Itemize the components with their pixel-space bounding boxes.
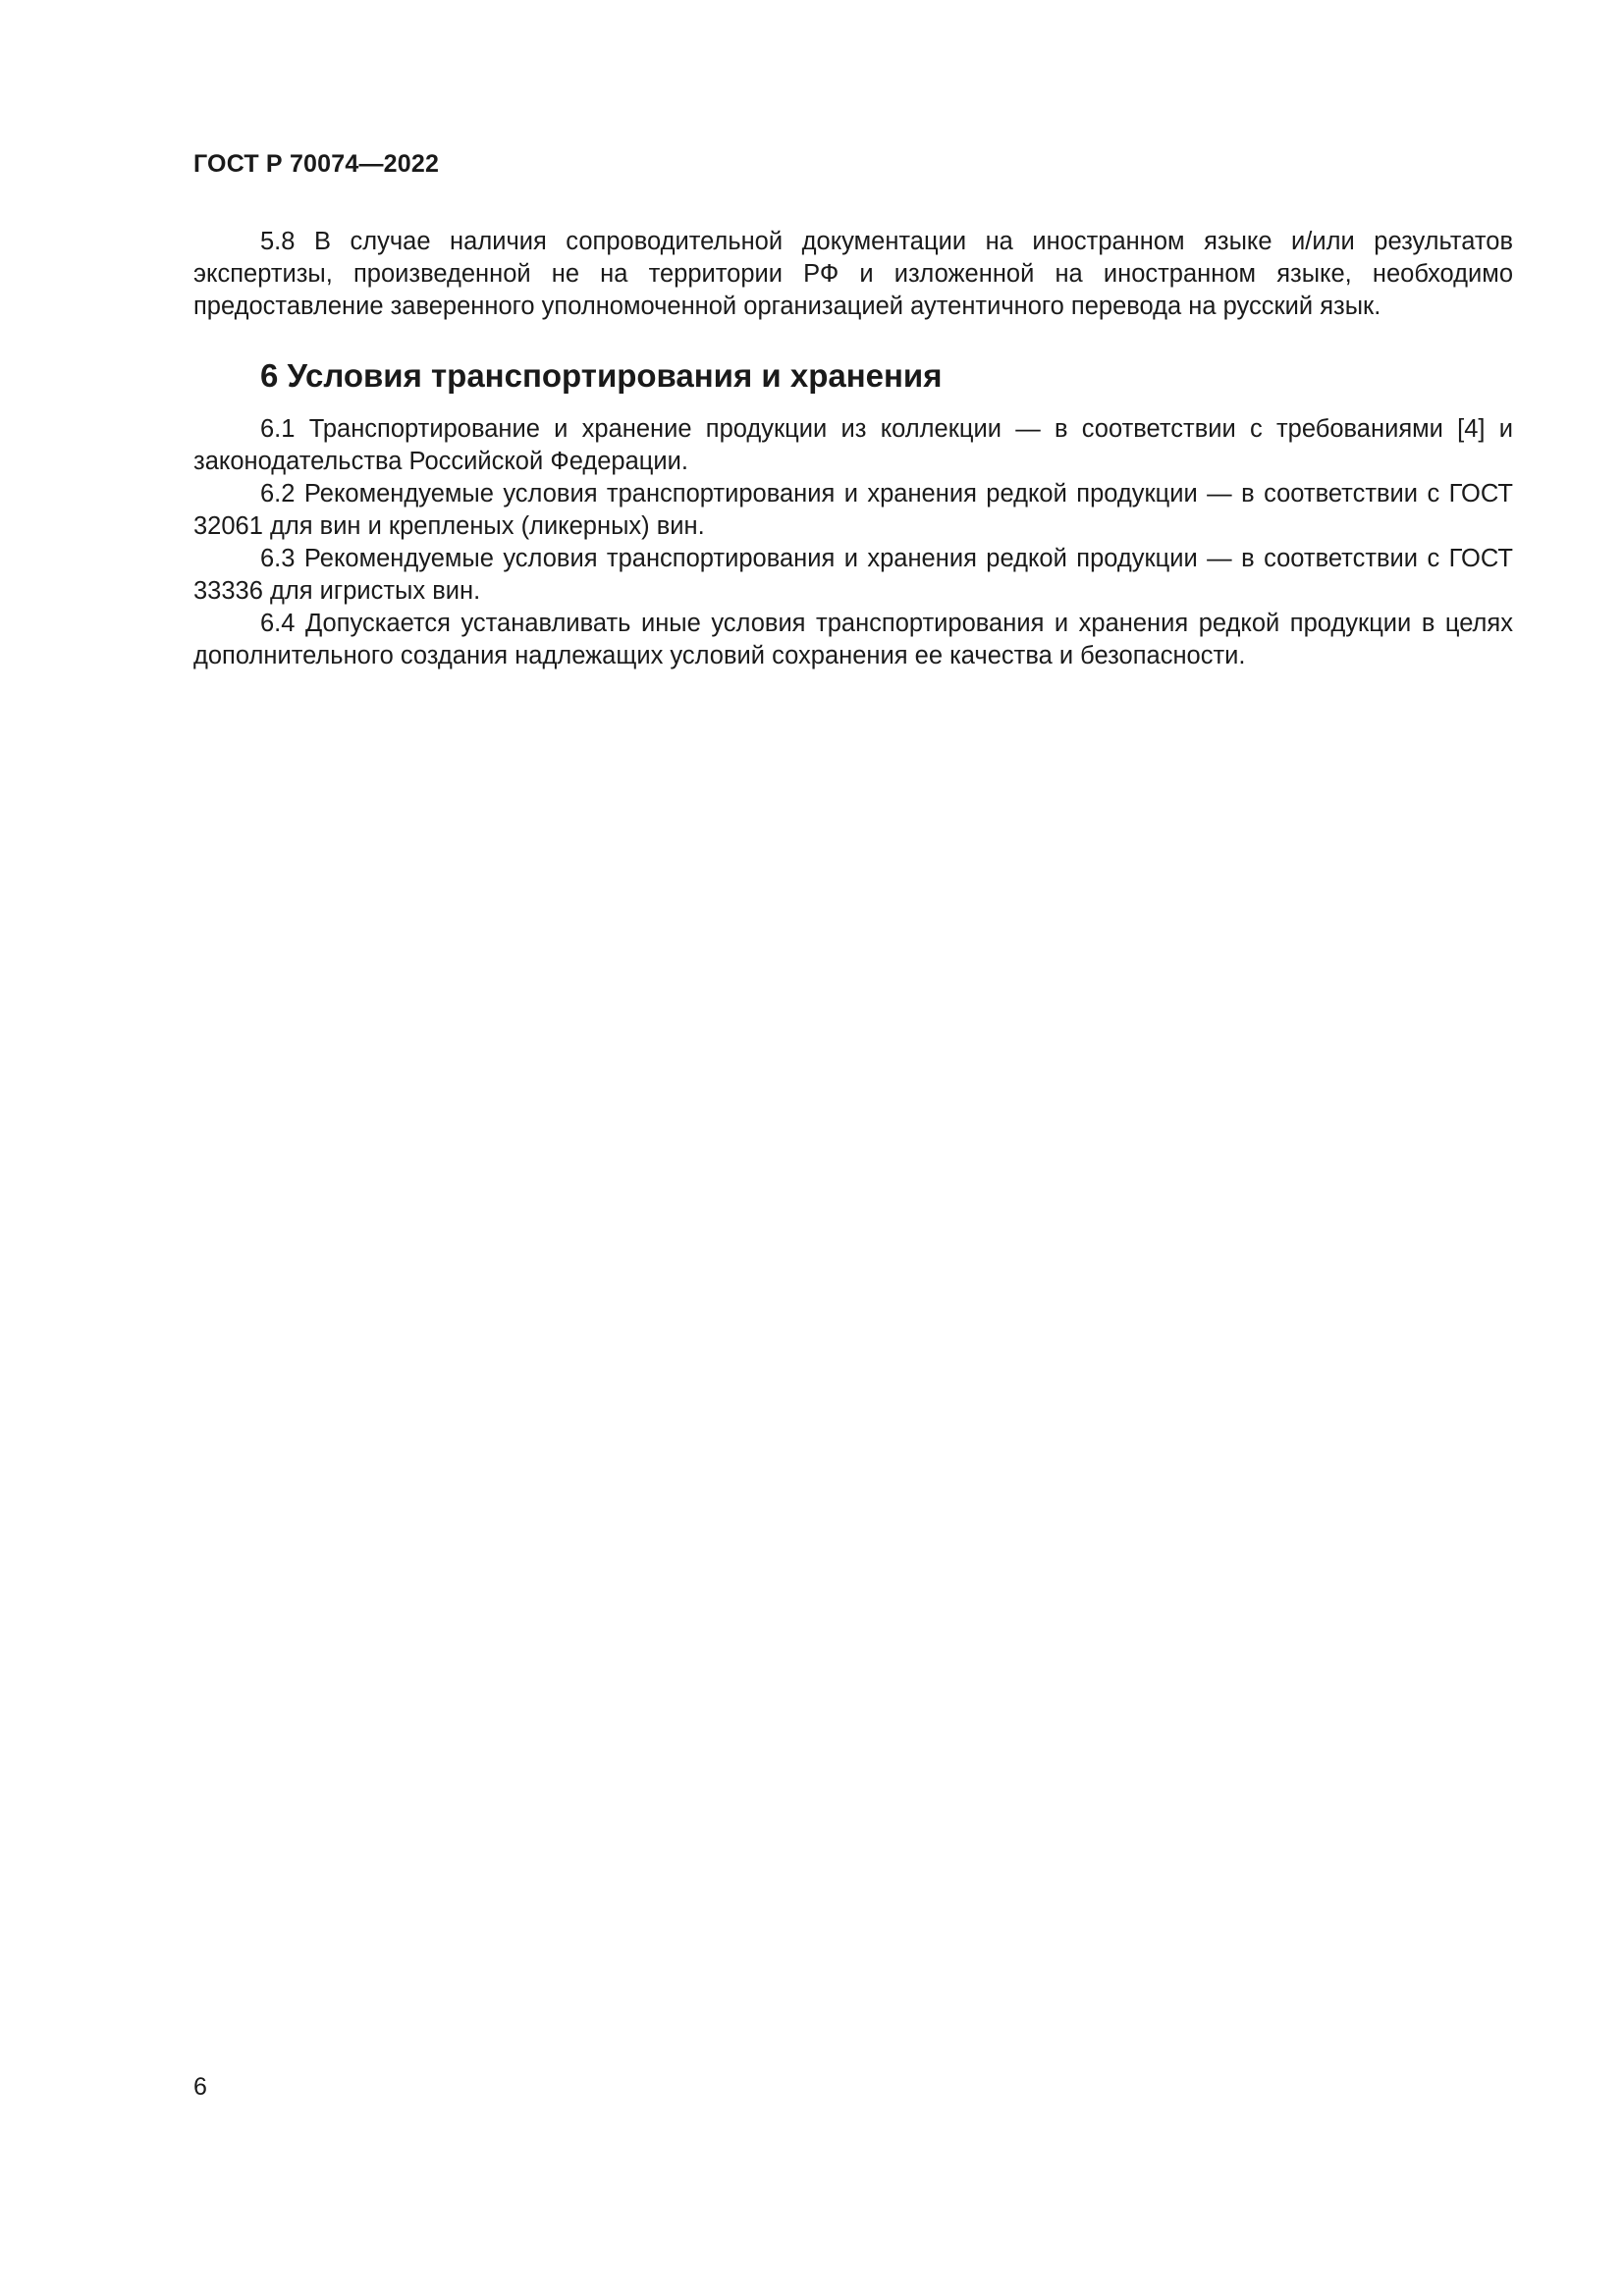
page-content [193,226,1513,672]
paragraph-6-2: 6.2 Рекомендуемые условия транспортирования и хранения редкой продукции — в соответствии с ГОСТ 32061 для вин и крепленых (ликерных) вин. [193,480,1513,540]
paragraph-6-1: 6.1 Транспортирование и хранение продукции из коллекции — в соответствии с требованиями [4] и законодательства Российской Федерации. [193,415,1513,475]
document-header: ГОСТ Р 70074—2022 [193,150,440,178]
page-number: 6 [193,2073,207,2101]
section-6-title: 6 Условия транспортирования и хранения [260,357,943,394]
paragraph-6-3: 6.3 Рекомендуемые условия транспортирования и хранения редкой продукции — в соответствии с ГОСТ 33336 для игристых вин. [193,545,1513,605]
paragraph-5-8: 5.8 В случае наличия сопроводительной документации на иностранном языке и/или результатов экспертизы, произведенной не на территории РФ и изложенной на иностранном языке, необходимо предоставление заверенного уполномоченной организацией аутентичного перевода на русский язык. [193,228,1513,320]
paragraph-6-4: 6.4 Допускается устанавливать иные условия транспортирования и хранения редкой продукции в целях дополнительного создания надлежащих условий сохранения ее качества и безопасности. [193,610,1513,669]
